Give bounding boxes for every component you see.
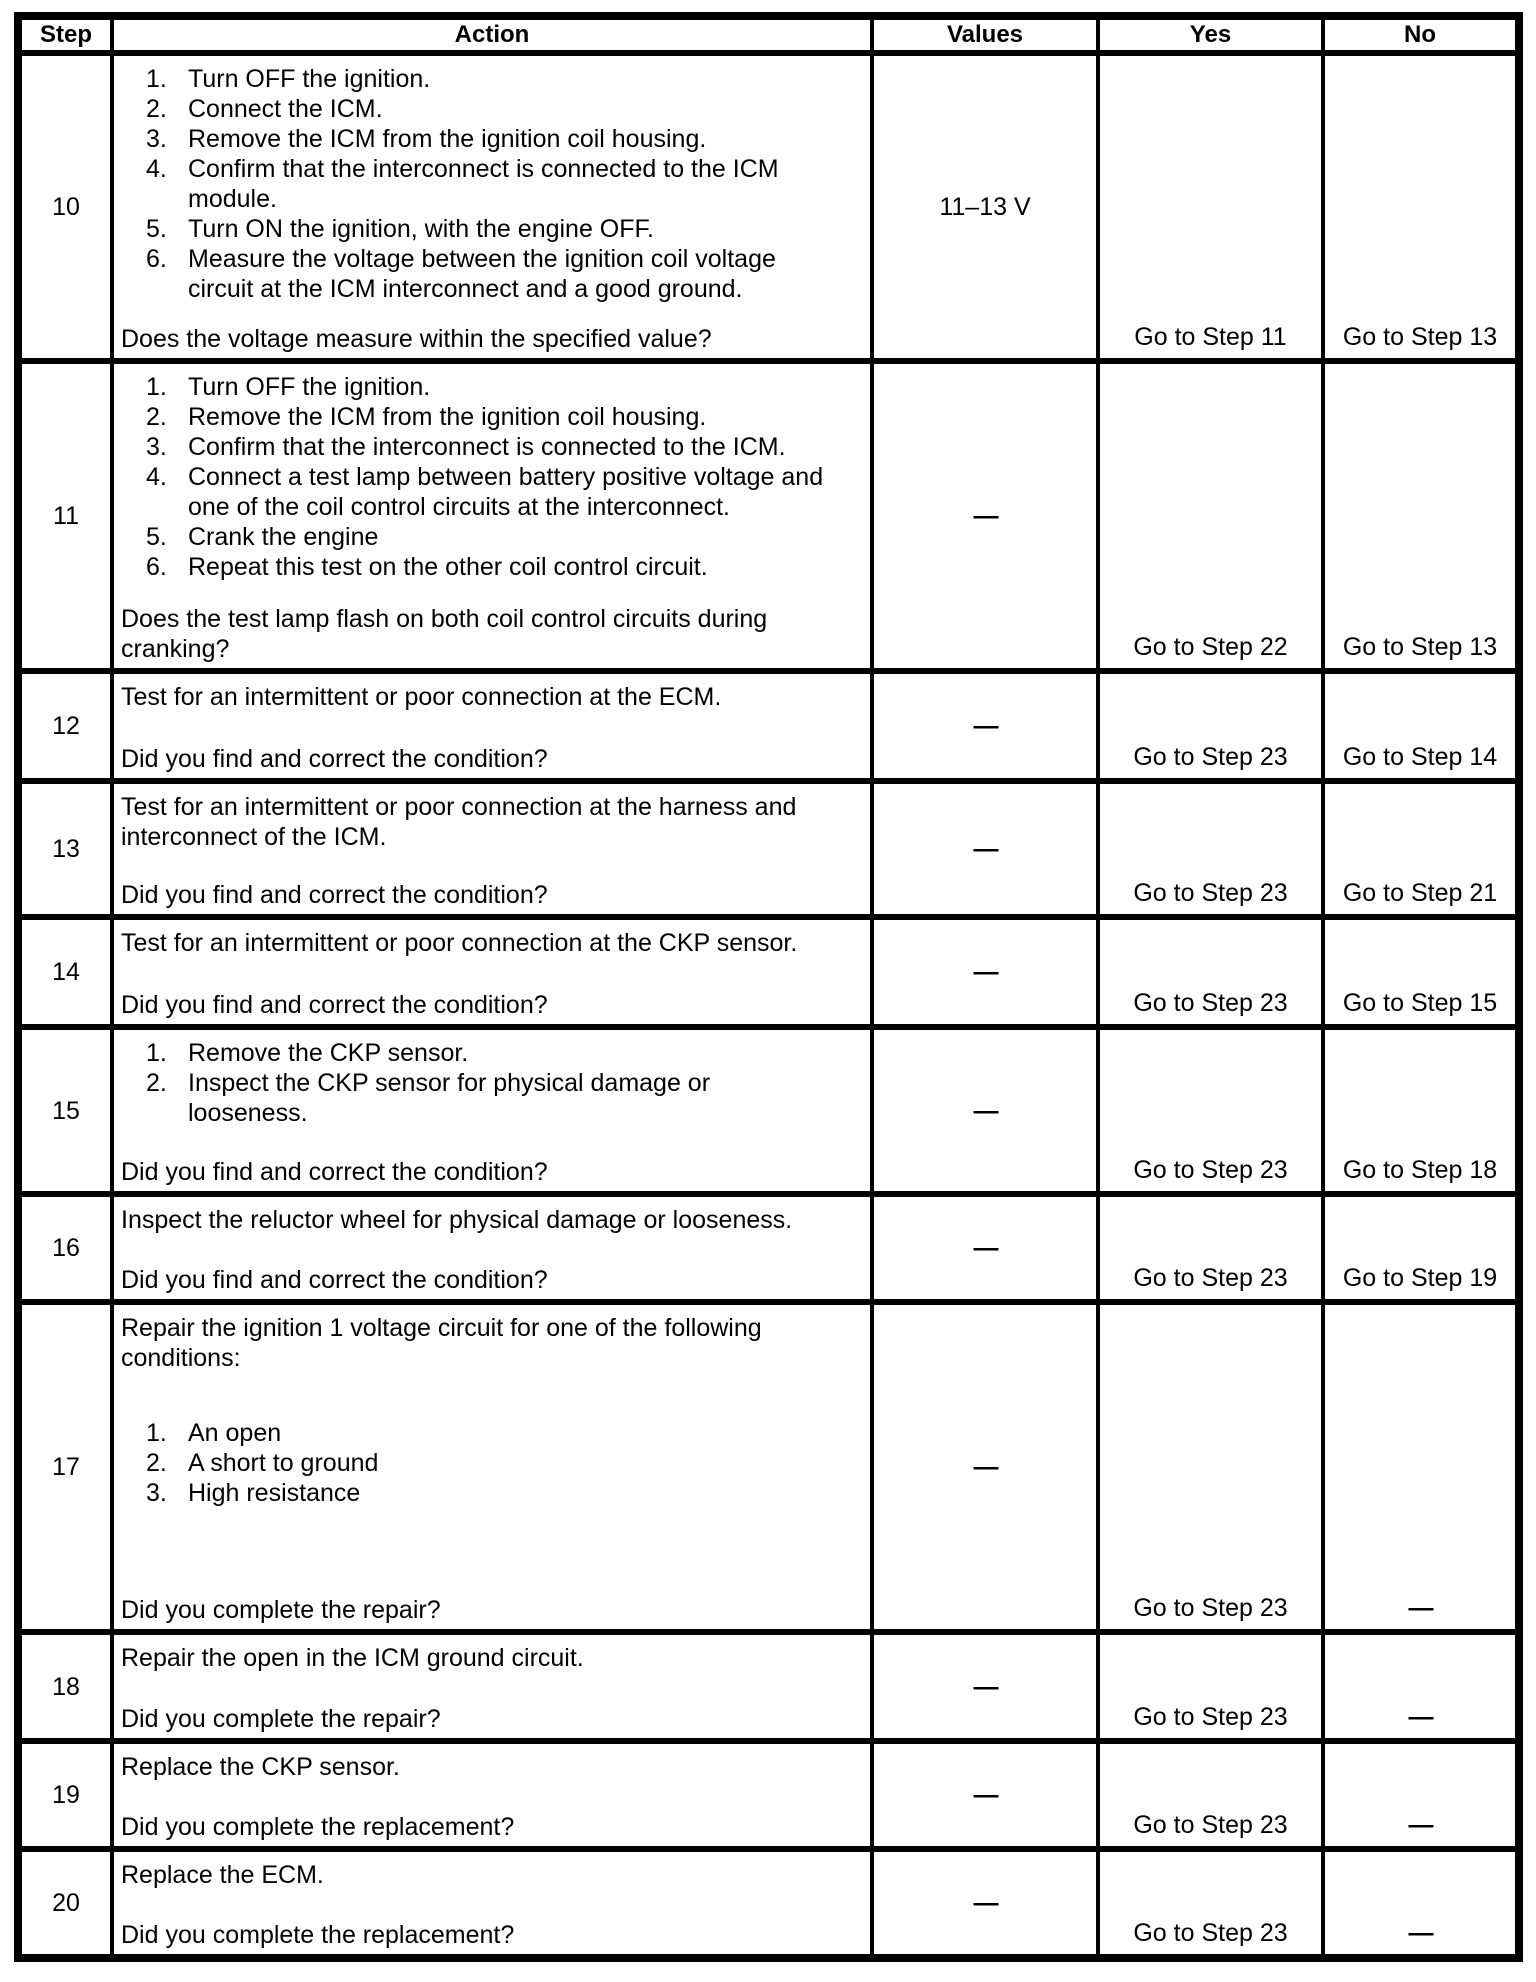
values-cell (874, 784, 1100, 920)
step-number: 13 (52, 835, 80, 863)
action-cell (114, 674, 874, 784)
yes-goto-text: Go to Step 23 (1133, 1703, 1288, 1731)
col-header-step: Step (22, 20, 114, 56)
yes-cell (1100, 1852, 1325, 1954)
col-header-no: No (1325, 20, 1515, 56)
list-item: 4. Connect a test lamp between battery positive voltage and one of the coil control circuits at the interconnect. (146, 463, 824, 521)
value-text: 11–13 V (939, 193, 1031, 221)
step-number: 10 (52, 193, 80, 221)
yes-goto-text: Go to Step 23 (1133, 1264, 1288, 1292)
action-intro-text: Repair the ignition 1 voltage circuit for one of the following conditions: (121, 1314, 762, 1372)
list-item: 6. Measure the voltage between the ignition coil voltage circuit at the ICM interconnect and a good ground. (146, 245, 776, 303)
yes-goto-text: Go to Step 23 (1133, 989, 1288, 1017)
diagnostic-table (14, 12, 1523, 1962)
list-item: 3. High resistance (146, 1479, 361, 1507)
yes-goto-text: Go to Step 23 (1133, 1919, 1288, 1947)
list-item: 1. Remove the CKP sensor. (146, 1039, 469, 1067)
values-cell (874, 56, 1100, 364)
no-goto-text: Go to Step 21 (1342, 879, 1498, 907)
values-cell (874, 1030, 1100, 1197)
yes-goto-text: Go to Step 23 (1133, 879, 1288, 907)
step-number: 20 (52, 1889, 80, 1917)
yes-cell (1100, 784, 1325, 920)
step-cell (22, 364, 114, 674)
list-item: 6. Repeat this test on the other coil control circuit. (146, 553, 708, 581)
yes-cell (1100, 1197, 1325, 1305)
step-cell (22, 1635, 114, 1744)
yes-cell (1100, 674, 1325, 784)
list-item: 5. Crank the engine (146, 523, 379, 551)
values-cell (874, 1305, 1100, 1635)
question-text: Did you complete the repair? (121, 1596, 441, 1624)
action-text: Replace the ECM. (121, 1861, 324, 1889)
values-cell (874, 1197, 1100, 1305)
action-cell (114, 1852, 874, 1954)
value-text: — (973, 1453, 997, 1481)
question-text: Did you complete the repair? (121, 1705, 441, 1733)
action-text: Inspect the reluctor wheel for physical damage or looseness. (121, 1206, 793, 1234)
yes-cell (1100, 1305, 1325, 1635)
action-cell (114, 56, 874, 364)
list-item: 1. An open (146, 1419, 282, 1447)
list-item: 3. Remove the ICM from the ignition coil housing. (146, 125, 707, 153)
step-number: 14 (52, 958, 80, 986)
yes-cell (1100, 364, 1325, 674)
no-cell (1325, 1030, 1515, 1197)
no-goto-text: — (1408, 1703, 1432, 1731)
no-cell (1325, 1852, 1515, 1954)
question-text: Does the voltage measure within the specified value? (121, 325, 712, 353)
action-cell (114, 784, 874, 920)
step-number: 17 (52, 1453, 80, 1481)
no-goto-text: Go to Step 13 (1342, 323, 1498, 351)
value-text: — (973, 502, 997, 530)
value-text: — (973, 1889, 997, 1917)
values-cell (874, 1744, 1100, 1852)
question-text: Did you find and correct the condition? (121, 991, 548, 1019)
question-text: Did you find and correct the condition? (121, 1266, 548, 1294)
list-item: 5. Turn ON the ignition, with the engine OFF. (146, 215, 654, 243)
value-text: — (973, 712, 997, 740)
no-goto-text: Go to Step 18 (1342, 1156, 1498, 1184)
values-cell (874, 1852, 1100, 1954)
list-item: 2. Connect the ICM. (146, 95, 383, 123)
no-goto-text: — (1408, 1811, 1432, 1839)
yes-goto-text: Go to Step 23 (1133, 1594, 1288, 1622)
action-list (121, 64, 825, 304)
list-item: 4. Confirm that the interconnect is connected to the ICM module. (146, 155, 779, 213)
no-cell (1325, 1197, 1515, 1305)
yes-cell (1100, 56, 1325, 364)
action-list (121, 1418, 825, 1508)
step-number: 19 (52, 1781, 80, 1809)
list-item: 1. Turn OFF the ignition. (146, 373, 431, 401)
col-header-values: Values (874, 20, 1100, 56)
action-text: Test for an intermittent or poor connection at the CKP sensor. (121, 929, 798, 957)
action-text: Repair the open in the ICM ground circuit. (121, 1644, 584, 1672)
no-cell (1325, 920, 1515, 1030)
no-goto-text: Go to Step 15 (1342, 989, 1498, 1017)
value-text: — (973, 1234, 997, 1262)
step-number: 12 (52, 712, 80, 740)
no-goto-text: — (1408, 1594, 1432, 1622)
col-header-action: Action (114, 20, 874, 56)
question-text: Did you find and correct the condition? (121, 881, 548, 909)
step-cell (22, 1030, 114, 1197)
yes-goto-text: Go to Step 23 (1133, 1156, 1288, 1184)
value-text: — (973, 1781, 997, 1809)
list-item: 1. Turn OFF the ignition. (146, 65, 431, 93)
no-goto-text: Go to Step 19 (1342, 1264, 1498, 1292)
question-text: Does the test lamp flash on both coil control circuits during cranking? (121, 605, 768, 663)
step-number: 11 (53, 502, 79, 530)
action-cell (114, 1635, 874, 1744)
question-text: Did you complete the replacement? (121, 1921, 515, 1949)
question-text: Did you find and correct the condition? (121, 1158, 548, 1186)
action-cell (114, 1030, 874, 1197)
value-text: — (973, 835, 997, 863)
yes-cell (1100, 1744, 1325, 1852)
step-cell (22, 1197, 114, 1305)
values-cell (874, 364, 1100, 674)
step-number: 18 (52, 1672, 80, 1701)
action-list (121, 1038, 825, 1128)
no-cell (1325, 1744, 1515, 1852)
yes-goto-text: Go to Step 11 (1134, 323, 1287, 351)
col-header-yes: Yes (1100, 20, 1325, 56)
no-cell (1325, 1635, 1515, 1744)
no-goto-text: Go to Step 14 (1342, 743, 1498, 771)
step-number: 16 (52, 1234, 80, 1262)
action-list (121, 372, 825, 582)
question-text: Did you complete the replacement? (121, 1813, 515, 1841)
question-text: Did you find and correct the condition? (121, 745, 548, 773)
action-text: Replace the CKP sensor. (121, 1753, 400, 1781)
no-cell (1325, 1305, 1515, 1635)
value-text: — (973, 958, 997, 986)
step-cell (22, 1305, 114, 1635)
step-cell (22, 674, 114, 784)
list-item: 2. A short to ground (146, 1449, 379, 1477)
action-text: Test for an intermittent or poor connection at the harness and interconnect of the ICM. (121, 793, 797, 851)
value-text: — (973, 1672, 997, 1701)
no-cell (1325, 674, 1515, 784)
value-text: — (973, 1096, 997, 1125)
action-text: Test for an intermittent or poor connection at the ECM. (121, 683, 722, 711)
list-item: 3. Confirm that the interconnect is connected to the ICM. (146, 433, 786, 461)
values-cell (874, 1635, 1100, 1744)
yes-cell (1100, 1635, 1325, 1744)
step-cell (22, 920, 114, 1030)
action-cell (114, 920, 874, 1030)
step-cell (22, 56, 114, 364)
action-cell (114, 1744, 874, 1852)
list-item: 2. Remove the ICM from the ignition coil housing. (146, 403, 707, 431)
step-cell (22, 784, 114, 920)
yes-cell (1100, 920, 1325, 1030)
step-cell (22, 1744, 114, 1852)
step-number: 15 (52, 1096, 80, 1125)
step-cell (22, 1852, 114, 1954)
values-cell (874, 674, 1100, 784)
no-goto-text: — (1408, 1919, 1432, 1947)
yes-goto-text: Go to Step 23 (1133, 1811, 1288, 1839)
no-cell (1325, 364, 1515, 674)
values-cell (874, 920, 1100, 1030)
no-cell (1325, 56, 1515, 364)
yes-cell (1100, 1030, 1325, 1197)
no-goto-text: Go to Step 13 (1342, 633, 1498, 661)
yes-goto-text: Go to Step 23 (1133, 743, 1288, 771)
no-cell (1325, 784, 1515, 920)
yes-goto-text: Go to Step 22 (1133, 633, 1288, 661)
action-cell (114, 1305, 874, 1635)
list-item: 2. Inspect the CKP sensor for physical damage or looseness. (146, 1069, 711, 1127)
action-cell (114, 364, 874, 674)
action-cell (114, 1197, 874, 1305)
